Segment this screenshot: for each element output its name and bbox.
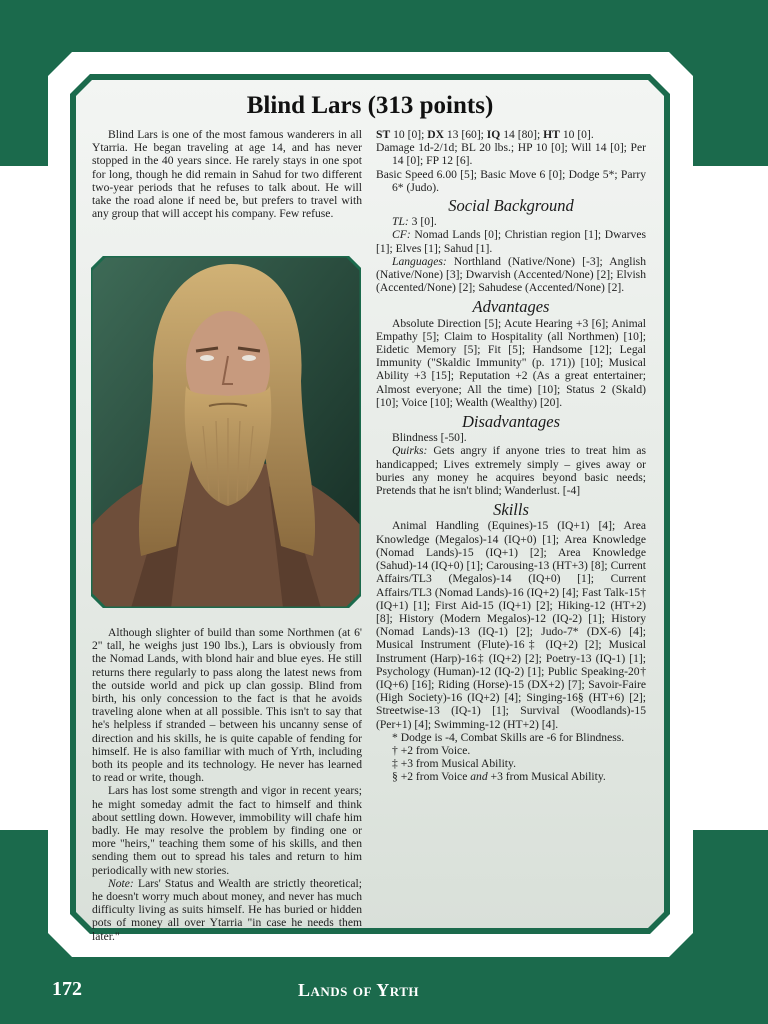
skills-heading: Skills bbox=[493, 500, 529, 520]
dx-label: DX bbox=[427, 128, 444, 141]
footnote-3: ‡ +3 from Musical Ability. bbox=[392, 757, 516, 771]
dx-value: 13 [60]; bbox=[443, 128, 487, 141]
languages-value: Northland (Native/None) [-3]; Anglish (Native/None) [3]; Dwarvish (Accented/None) [2]; Elvish (Accented/None) [2]; Sahudese (Accented/None) [2]. bbox=[376, 254, 646, 295]
portrait-illustration bbox=[91, 256, 361, 608]
st-value: 10 [0]; bbox=[390, 128, 428, 141]
st-label: ST bbox=[376, 128, 391, 141]
bio-paragraph-1: Although slighter of build than some Northmen (at 6' 2" tall, he weighs just 190 lbs.), Lars is obviously from the Nomad Lands, with blond hair and blue eyes. He still returns there regularly to pass along the latest news from the outside world and pick up clan gossip. Blind from birth, his only concession to the fact is that he avoids traveling alone when at all possible. This isn't to say that he's helpless if stranded – between his uncanny sense of direction and his skills, he is quite capable of fending for himself. He is also familiar with much of Yrth, including both its people and its technology. He never has learned to read or write, though. bbox=[92, 626, 362, 785]
footnote-4-post: +3 from Musical Ability. bbox=[487, 770, 606, 784]
cf-label: CF: bbox=[392, 228, 411, 242]
running-title: Lands of Yrth bbox=[298, 980, 419, 1000]
footnote-1: * Dodge is -4, Combat Skills are -6 for Blindness. bbox=[392, 730, 625, 744]
footnote-4-pre: § +2 from Voice bbox=[392, 770, 471, 784]
social-heading: Social Background bbox=[448, 196, 574, 216]
footnote-2: † +2 from Voice. bbox=[392, 743, 471, 757]
disadvantages-text: Blindness [-50]. bbox=[392, 431, 467, 445]
bio-column bbox=[92, 626, 362, 943]
cf-line bbox=[376, 228, 646, 254]
damage-line: Damage 1d-2/1d; BL 20 lbs.; HP 10 [0]; Will 14 [0]; Per 14 [0]; FP 12 [6]. bbox=[376, 141, 646, 168]
cf-value: Nomad Lands [0]; Christian region [1]; Dwarves [1]; Elves [1]; Sahud [1]. bbox=[376, 228, 646, 255]
stats-column bbox=[376, 128, 646, 784]
disadvantages-heading: Disadvantages bbox=[461, 412, 561, 432]
advantages-text: Absolute Direction [5]; Acute Hearing +3 [6]; Animal Empathy [5]; Claim to Hospitality (all Northmen) [10]; Eidetic Memory [5]; Fit [5]; Handsome [12]; Legal Immunity ("Skaldic Immunity" (p. 171)) [10]; Musical Ability +3 [15]; Reputation +2 (As a great entertainer; Almost everyone; All the time) [10]; Status 2 (Skald) [10]; Voice [10]; Wealth (Wealthy) [20]. bbox=[376, 316, 646, 409]
tl-line bbox=[376, 215, 646, 228]
footnote-4 bbox=[376, 770, 646, 783]
intro-column bbox=[92, 128, 362, 220]
tl-label: TL: bbox=[392, 215, 409, 229]
stats-line bbox=[376, 128, 646, 141]
languages-line bbox=[376, 255, 646, 295]
ht-value: 10 [0]. bbox=[559, 128, 594, 141]
speed-line: Basic Speed 6.00 [5]; Basic Move 6 [0]; Dodge 5*; Parry 6* (Judo). bbox=[376, 167, 646, 194]
note-text: Lars' Status and Wealth are strictly theoretical; he doesn't worry much about money, and never has much difficulty living as suits himself. He has buried or hidden pots of money all over Ytarria "in case he needs them later." bbox=[92, 876, 362, 943]
tl-value: 3 [0]. bbox=[408, 215, 437, 229]
note-label: Note: bbox=[108, 876, 134, 890]
skills-text: Animal Handling (Equines)-15 (IQ+1) [4]; Area Knowledge (Megalos)-14 (IQ+0) [1]; Area Knowledge (Nomad Lands)-15 (IQ+1) [2]; Area Knowledge (Sahud)-14 (IQ+0) [1]; Carousing-13 (HT+3) [8]; Current Affairs/TL3 (Megalos)-14 (IQ+0) [1]; Current Affairs/TL3 (Nomad Lands)-16 (IQ+2) [4]; Fast Talk-15† (IQ+1) [1]; First Aid-15 (IQ+1) [2]; Hiking-12 (HT+2) [8]; History (Modern Megalos)-12 (IQ-2) [1]; History (Nomad Lands)-13 (IQ-1) [2]; Judo-7* (DX-6) [4]; Musical Instrument (Flute)-16‡ (IQ+2) [2]; Musical Instrument (Harp)-16‡ (IQ+2) [2]; Poetry-13 (IQ-1) [1]; Psychology (Human)-12 (IQ-2) [1]; Public Speaking-20† (IQ+6) [16]; Riding (Horse)-15 (DX+2) [7]; Savoir-Faire (High Society)-16 (IQ+2) [4]; Singing-16§ (HT+6) [2]; Streetwise-13 (IQ-1) [1]; Survival (Woodlands)-15 (Per+1) [4]; Swimming-12 (HT+2) [4]. bbox=[376, 519, 646, 731]
bio-paragraph-2: Lars has lost some strength and vigor in recent years; he might someday admit the fact to himself and think about settling down. However, immobility will chafe him badly. He may resolve the problem by finding one or more "heirs," teaching them some of his skills, and then sending them out to spread his tales and return to him periodically with new stories. bbox=[92, 784, 362, 877]
page-title: Blind Lars (313 points) bbox=[246, 92, 494, 119]
ht-label: HT bbox=[543, 128, 560, 141]
intro-paragraph: Blind Lars is one of the most famous wanderers in all Ytarria. He began traveling at age 14, and has never stopped in the 40 years since. He rarely stays in one spot for long, though he did remain in Sahud for two different two-year periods that he refuses to talk about. He will take the road alone if need be, but prefers to travel with any group that will accept his company. Few refuse. bbox=[92, 128, 362, 221]
advantages-heading: Advantages bbox=[472, 297, 550, 317]
iq-value: 14 [80]; bbox=[500, 128, 544, 141]
iq-label: IQ bbox=[486, 128, 501, 141]
quirks-line bbox=[376, 444, 646, 497]
page-number: 172 bbox=[52, 978, 82, 1000]
note-paragraph bbox=[92, 877, 362, 943]
languages-label: Languages: bbox=[392, 254, 447, 268]
quirks-label: Quirks: bbox=[392, 444, 428, 458]
quirks-value: Gets angry if anyone tries to treat him as handicapped; Lives extremely simply – gives away or buries any money he acquires beyond basic needs; Pretends that he isn't blind; Wanderlust. [-4] bbox=[376, 444, 646, 498]
footnote-4-and: and bbox=[470, 770, 488, 784]
